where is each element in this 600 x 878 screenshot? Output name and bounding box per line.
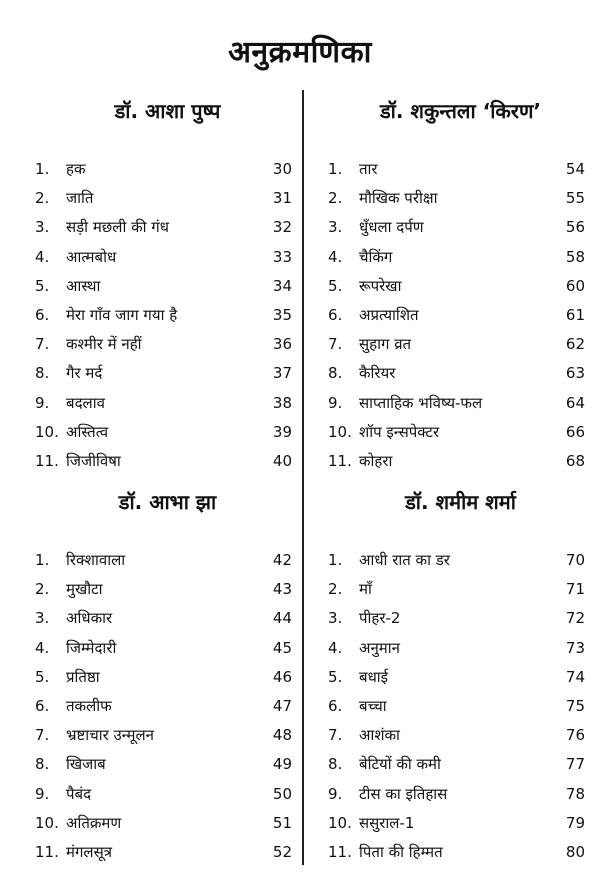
entry-number: 8. [35, 755, 50, 774]
entry-title: तार [359, 160, 378, 178]
entry-number: 1. [35, 160, 50, 178]
entry-title: सुहाग व्रत [359, 335, 412, 354]
entry-title: हक [66, 160, 86, 178]
entry-number: 9. [35, 784, 50, 803]
entry-number: 8. [35, 364, 50, 383]
entry-title: प्रतिष्ठा [66, 667, 100, 686]
entry-number: 4. [35, 638, 50, 657]
toc-entry [25, 418, 310, 447]
entry-page: 40 [272, 451, 292, 470]
entry-number: 9. [328, 393, 343, 412]
toc-entry [25, 330, 310, 359]
entry-title: आस्था [66, 276, 101, 295]
entry-title: अस्तित्व [66, 422, 109, 441]
entry-page: 78 [565, 784, 585, 803]
toc-entry [25, 721, 310, 750]
entry-page: 46 [272, 667, 292, 686]
page-title: अनुक्रमणिका [228, 35, 372, 70]
entry-number: 11. [328, 842, 352, 861]
entry-title: तकलीफ [66, 696, 112, 715]
toc-entry [318, 750, 600, 779]
entry-title: मौखिक परीक्षा [359, 189, 438, 208]
entry-title: आत्मबोध [66, 247, 117, 266]
entry-number: 10. [328, 422, 352, 441]
entry-page: 48 [272, 726, 292, 745]
entry-page: 75 [565, 696, 585, 715]
entry-page: 47 [272, 696, 292, 715]
entry-page: 79 [565, 813, 585, 832]
entry-page: 60 [565, 276, 585, 295]
entry-page: 66 [565, 422, 585, 441]
toc-entry [318, 780, 600, 809]
entry-page: 33 [272, 247, 292, 266]
entry-page: 70 [565, 551, 585, 569]
entry-list [25, 155, 310, 476]
toc-entry [25, 359, 310, 388]
toc-entry [318, 809, 600, 838]
entry-title: माँ [359, 580, 372, 599]
entry-title: कैरियर [359, 364, 396, 383]
toc-entry [318, 575, 600, 604]
entry-number: 7. [328, 335, 343, 354]
toc-entry [318, 359, 600, 388]
toc-entry [25, 663, 310, 692]
entry-number: 10. [35, 422, 59, 441]
entry-page: 74 [565, 667, 585, 686]
toc-entry [318, 155, 600, 184]
entry-page: 64 [565, 393, 585, 412]
entry-title: टीस का इतिहास [359, 784, 448, 803]
toc-entry [25, 809, 310, 838]
toc-entry [25, 575, 310, 604]
toc-entry [25, 546, 310, 575]
entry-number: 2. [328, 189, 343, 208]
toc-entry [25, 184, 310, 213]
entry-title: पीहर-2 [359, 609, 401, 628]
entry-number: 11. [328, 451, 352, 470]
entry-title: मुखौटा [66, 580, 103, 599]
entry-page: 51 [272, 813, 292, 832]
entry-page: 62 [565, 335, 585, 354]
entry-number: 7. [35, 726, 50, 745]
toc-entry [25, 750, 310, 779]
author-heading: डॉ. आभा झा [118, 490, 217, 514]
entry-number: 9. [35, 393, 50, 412]
entry-number: 5. [328, 276, 343, 295]
entry-page: 55 [565, 189, 585, 208]
entry-page: 44 [272, 609, 292, 628]
entry-number: 1. [328, 160, 343, 178]
entry-title: मेरा गाँव जाग गया है [66, 305, 178, 324]
toc-entry [25, 243, 310, 272]
entry-page: 42 [272, 551, 292, 569]
entry-title: जिम्मेदारी [66, 638, 117, 657]
entry-title: बेटियों की कमी [359, 755, 441, 774]
toc-entry [25, 447, 310, 476]
entry-title: रूपरेखा [359, 276, 402, 295]
entry-title: बदलाव [66, 393, 105, 412]
entry-number: 4. [35, 247, 50, 266]
entry-page: 31 [272, 189, 292, 208]
toc-entry [318, 721, 600, 750]
entry-page: 72 [565, 609, 585, 628]
entry-number: 2. [328, 580, 343, 599]
entry-page: 38 [272, 393, 292, 412]
entry-page: 36 [272, 335, 292, 354]
toc-entry [25, 389, 310, 418]
entry-title: अनुमान [359, 638, 400, 657]
toc-entry [25, 634, 310, 663]
entry-page: 37 [272, 364, 292, 383]
entry-title: ससुराल-1 [359, 813, 415, 832]
entry-number: 10. [328, 813, 352, 832]
entry-page: 68 [565, 451, 585, 470]
entry-title: धुँधला दर्पण [359, 218, 424, 237]
entry-title: पैबंद [66, 784, 92, 803]
entry-page: 76 [565, 726, 585, 745]
toc-entry [25, 838, 310, 867]
entry-number: 7. [35, 335, 50, 354]
entry-number: 11. [35, 451, 59, 470]
entry-page: 32 [272, 218, 292, 237]
entry-title: जिजीविषा [66, 451, 121, 470]
entry-number: 10. [35, 813, 59, 832]
entry-page: 54 [565, 160, 585, 178]
toc-entry [318, 418, 600, 447]
entry-title: बच्चा [359, 696, 387, 715]
entry-page: 34 [272, 276, 292, 295]
entry-number: 8. [328, 755, 343, 774]
entry-title: शॉप इन्सपेक्टर [359, 422, 440, 441]
author-heading: डॉ. आशा पुष्प [114, 99, 221, 123]
entry-number: 1. [35, 551, 50, 569]
entry-number: 5. [35, 667, 50, 686]
toc-entry [318, 634, 600, 663]
toc-entry [318, 243, 600, 272]
entry-page: 45 [272, 638, 292, 657]
toc-entry [318, 604, 600, 633]
toc-entry [25, 780, 310, 809]
entry-title: कोहरा [359, 451, 393, 470]
toc-entry [25, 155, 310, 184]
entry-page: 39 [272, 422, 292, 441]
entry-number: 6. [328, 696, 343, 715]
toc-entry [318, 301, 600, 330]
entry-number: 3. [35, 609, 50, 628]
entry-page: 43 [272, 580, 292, 599]
entry-title: अतिक्रमण [66, 813, 122, 832]
entry-number: 9. [328, 784, 343, 803]
entry-title: रिक्शावाला [66, 551, 126, 569]
entry-page: 35 [272, 305, 292, 324]
entry-number: 4. [328, 638, 343, 657]
entry-number: 6. [35, 696, 50, 715]
entry-title: पिता की हिम्मत [359, 842, 443, 861]
toc-entry [318, 447, 600, 476]
entry-page: 58 [565, 247, 585, 266]
entry-number: 6. [328, 305, 343, 324]
entry-title: साप्ताहिक भविष्य-फल [359, 393, 483, 412]
entry-title: बधाई [359, 667, 389, 686]
entry-page: 71 [565, 580, 585, 599]
toc-entry [25, 272, 310, 301]
entry-number: 4. [328, 247, 343, 266]
entry-number: 3. [328, 218, 343, 237]
entry-title: मंगलसूत्र [66, 842, 113, 861]
entry-title: कश्मीर में नहीं [66, 335, 142, 354]
entry-title: आशंका [359, 726, 400, 745]
entry-number: 5. [35, 276, 50, 295]
entry-page: 80 [565, 842, 585, 861]
toc-entry [318, 213, 600, 242]
toc-entry [25, 604, 310, 633]
entry-page: 77 [565, 755, 585, 774]
entry-page: 73 [565, 638, 585, 657]
entry-number: 2. [35, 580, 50, 599]
entry-title: जाति [66, 189, 94, 208]
toc-entry [25, 692, 310, 721]
toc-entry [25, 213, 310, 242]
entry-title: अप्रत्याशित [359, 305, 419, 324]
toc-entry [318, 692, 600, 721]
author-heading: डॉ. शकुन्तला ‘किरण’ [379, 99, 542, 123]
toc-entry [318, 184, 600, 213]
entry-list [25, 546, 310, 867]
toc-entry [318, 272, 600, 301]
entry-list [318, 155, 600, 476]
entry-number: 3. [35, 218, 50, 237]
toc-entry [318, 389, 600, 418]
entry-number: 8. [328, 364, 343, 383]
entry-page: 50 [272, 784, 292, 803]
entry-title: अधिकार [66, 609, 113, 628]
entry-number: 5. [328, 667, 343, 686]
entry-page: 63 [565, 364, 585, 383]
toc-entry [318, 838, 600, 867]
entry-number: 7. [328, 726, 343, 745]
toc-entry [318, 546, 600, 575]
entry-page: 30 [272, 160, 292, 178]
entry-number: 3. [328, 609, 343, 628]
entry-title: भ्रष्टाचार उन्मूलन [66, 726, 154, 745]
entry-page: 56 [565, 218, 585, 237]
entry-number: 11. [35, 842, 59, 861]
entry-page: 52 [272, 842, 292, 861]
entry-number: 6. [35, 305, 50, 324]
entry-page: 49 [272, 755, 292, 774]
author-heading: डॉ. शमीम शर्मा [405, 490, 516, 514]
toc-entry [25, 301, 310, 330]
entry-title: चैकिंग [359, 247, 393, 266]
entry-title: आधी रात का डर [359, 551, 450, 569]
entry-title: खिजाब [66, 755, 106, 774]
toc-entry [318, 330, 600, 359]
toc-entry [318, 663, 600, 692]
entry-title: सड़ी मछली की गंध [66, 218, 169, 237]
entry-number: 2. [35, 189, 50, 208]
entry-title: गैर मर्द [66, 364, 103, 383]
entry-page: 61 [565, 305, 585, 324]
entry-list [318, 546, 600, 867]
entry-number: 1. [328, 551, 343, 569]
